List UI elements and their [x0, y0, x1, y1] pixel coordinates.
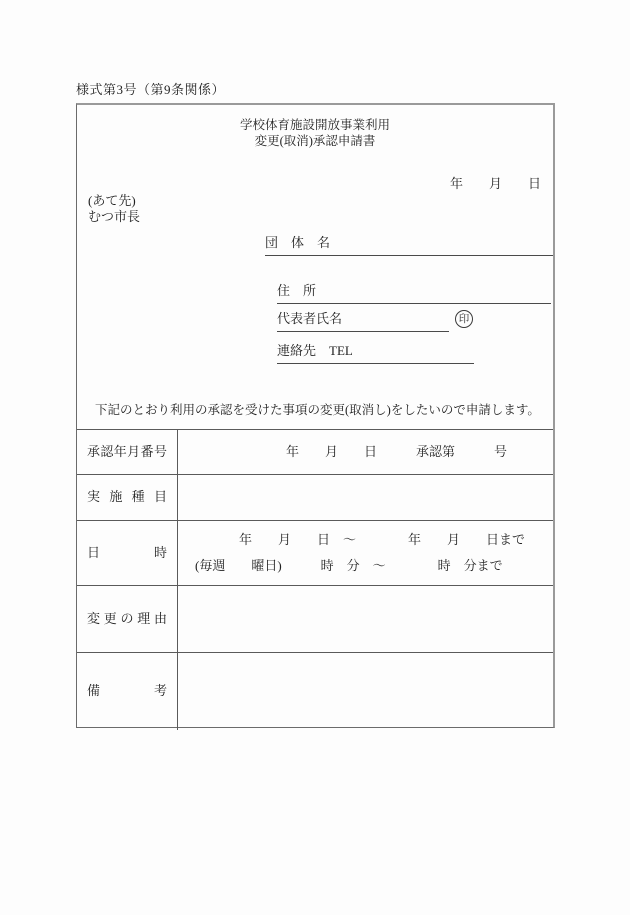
- representative-name-field: 代表者氏名: [277, 311, 449, 332]
- approval-date-number-blanks: 年 月 日 承認第 号: [286, 443, 508, 459]
- row-value-change-reason: [178, 586, 553, 652]
- addressee-label: (あて先): [88, 193, 136, 208]
- form-style-number: 様式第3号（第9条関係）: [76, 82, 226, 97]
- date-line: 年 月 日: [449, 176, 541, 191]
- row-value-activity-type: [178, 475, 553, 520]
- table-row-date-time: [77, 520, 553, 585]
- addressee-name: むつ市長: [88, 209, 141, 224]
- declaration-sentence: 下記のとおり利用の承認を受けた事項の変更(取消し)をしたいので申請します。: [95, 403, 540, 417]
- form-title: [77, 117, 553, 149]
- table-row-remarks: [77, 652, 553, 730]
- row-value-remarks: [178, 653, 553, 730]
- row-label-date-time: 日 時: [77, 521, 178, 585]
- form-outer-border: [76, 103, 555, 728]
- row-label-approval-number: 承 認 年 月 番 号: [77, 430, 178, 474]
- contact-tel-field: 連絡先 TEL: [277, 343, 474, 364]
- time-range-blanks: (毎週 曜日) 時 分 ～ 時 分まで: [195, 558, 503, 574]
- table-row-approval-number: [77, 429, 553, 474]
- form-title-line1: 学校体育施設開放事業利用: [239, 118, 390, 132]
- seal-stamp-icon: 印: [455, 310, 473, 328]
- date-range-blanks: 年 月 日 ～ 年 月 日まで: [239, 531, 526, 547]
- row-label-change-reason: 変 更 の 理 由: [77, 586, 178, 652]
- row-label-remarks: 備 考: [77, 653, 178, 730]
- group-name-field: 団 体 名: [265, 235, 553, 256]
- address-field: 住 所: [277, 283, 551, 304]
- row-value-approval-number: [178, 430, 553, 474]
- form-title-line2: 変更(取消)承認申請書: [254, 134, 376, 148]
- table-row-change-reason: [77, 585, 553, 652]
- row-label-activity-type: 実 施 種 目: [77, 475, 178, 520]
- table-row-activity-type: [77, 474, 553, 520]
- application-table: [77, 429, 553, 730]
- row-value-date-time: [178, 521, 553, 585]
